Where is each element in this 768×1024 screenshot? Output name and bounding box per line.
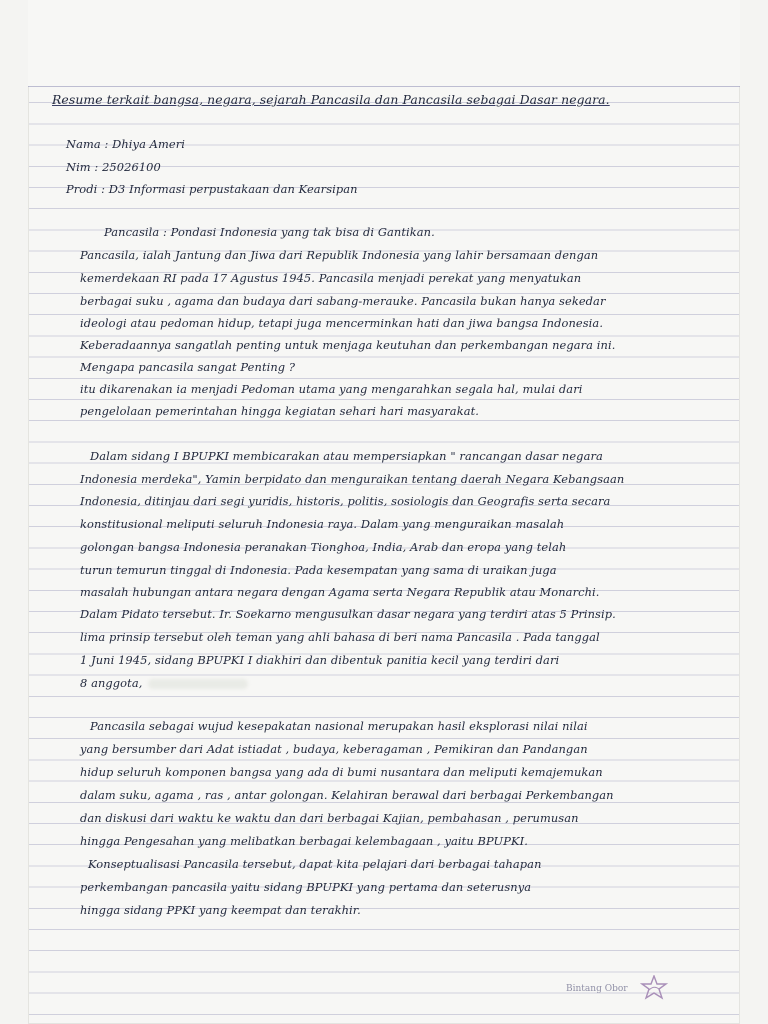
identity-nim: Nim : 25026100 [66, 160, 161, 174]
paragraph-line: Indonesia, ditinjau dari segi yuridis, historis, politis, sosiologis dan Geografis serta secara [80, 494, 611, 508]
paragraph-line: Mengapa pancasila sangat Penting ? [80, 360, 296, 374]
paragraph-line: Keberadaannya sangatlah penting untuk menjaga keutuhan dan perkembangan negara ini. [80, 338, 616, 352]
paragraph-line: golongan bangsa Indonesia peranakan Tionghoa, India, Arab dan eropa yang telah [80, 540, 567, 554]
paragraph-line: Pancasila sebagai wujud kesepakatan nasional merupakan hasil eksplorasi nilai nilai [90, 719, 588, 733]
paragraph-line-last [80, 676, 248, 690]
paragraph-line: Indonesia merdeka", Yamin berpidato dan menguraikan tentang daerah Negara Kebangsaan [80, 472, 625, 486]
paragraph-line: lima prinsip tersebut oleh teman yang ahli bahasa di beri nama Pancasila . Pada tanggal [80, 630, 600, 644]
paragraph-line: konstitusional meliputi seluruh Indonesia raya. Dalam yang menguraikan masalah [80, 517, 565, 531]
paragraph-line: 1 Juni 1945, sidang BPUPKI I diakhiri dan dibentuk panitia kecil yang terdiri dari [80, 653, 560, 667]
identity-nama: Nama : Dhiya Ameri [66, 137, 186, 151]
paragraph-line: perkembangan pancasila yaitu sidang BPUPKI yang pertama dan seterusnya [80, 880, 532, 894]
paragraph-line: kemerdekaan RI pada 17 Agustus 1945. Pancasila menjadi perekat yang menyatukan [80, 271, 582, 285]
brand-label: Bintang Obor [566, 984, 628, 994]
paragraph-line-text: 8 anggota, [80, 676, 143, 690]
paragraph-line: hidup seluruh komponen bangsa yang ada di bumi nusantara dan meliputi kemajemukan [80, 765, 603, 779]
paragraph-line: yang bersumber dari Adat istiadat , budaya, keberagaman , Pemikiran dan Pandangan [80, 742, 588, 756]
paragraph-line: dalam suku, agama , ras , antar golongan. Kelahiran berawal dari berbagai Perkembangan [80, 788, 614, 802]
star-pegasus-logo-icon [640, 975, 668, 1005]
header-rule [28, 86, 740, 87]
paragraph-line: Dalam sidang I BPUPKI membicarakan atau mempersiapkan " rancangan dasar negara [90, 449, 603, 463]
paragraph-line: Konseptualisasi Pancasila tersebut, dapat kita pelajari dari berbagai tahapan [88, 857, 542, 871]
section-heading: Pancasila : Pondasi Indonesia yang tak bisa di Gantikan. [104, 225, 435, 239]
paragraph-line: pengelolaan pemerintahan hingga kegiatan sehari hari masyarakat. [80, 404, 479, 418]
paragraph-line: masalah hubungan antara negara dengan Agama serta Negara Republik atau Monarchi. [80, 585, 600, 599]
paragraph-line: hingga Pengesahan yang melibatkan berbagai kelembagaan , yaitu BPUPKI. [80, 834, 528, 848]
paragraph-line: ideologi atau pedoman hidup, tetapi juga mencerminkan hati dan jiwa bangsa Indonesia. [80, 316, 604, 330]
paragraph-line: itu dikarenakan ia menjadi Pedoman utama yang mengarahkan segala hal, mulai dari [80, 382, 583, 396]
paragraph-line: turun temurun tinggal di Indonesia. Pada kesempatan yang sama di uraikan juga [80, 563, 557, 577]
document-title: Resume terkait bangsa, negara, sejarah Pancasila dan Pancasila sebagai Dasar negara. [52, 92, 610, 107]
paragraph-line: dan diskusi dari waktu ke waktu dan dari berbagai Kajian, pembahasan , perumusan [80, 811, 579, 825]
paragraph-line: hingga sidang PPKI yang keempat dan terakhir. [80, 903, 361, 917]
page-header-band [28, 0, 740, 86]
identity-prodi: Prodi : D3 Informasi perpustakaan dan Kearsipan [66, 182, 358, 196]
paragraph-line: berbagai suku , agama dan budaya dari sabang-merauke. Pancasila bukan hanya sekedar [80, 294, 606, 308]
paragraph-line: Dalam Pidato tersebut. Ir. Soekarno mengusulkan dasar negara yang terdiri atas 5 Prinsip. [80, 607, 616, 621]
paragraph-line: Pancasila, ialah Jantung dan Jiwa dari Republik Indonesia yang lahir bersamaan dengan [80, 248, 599, 262]
redaction-blur [148, 679, 248, 689]
